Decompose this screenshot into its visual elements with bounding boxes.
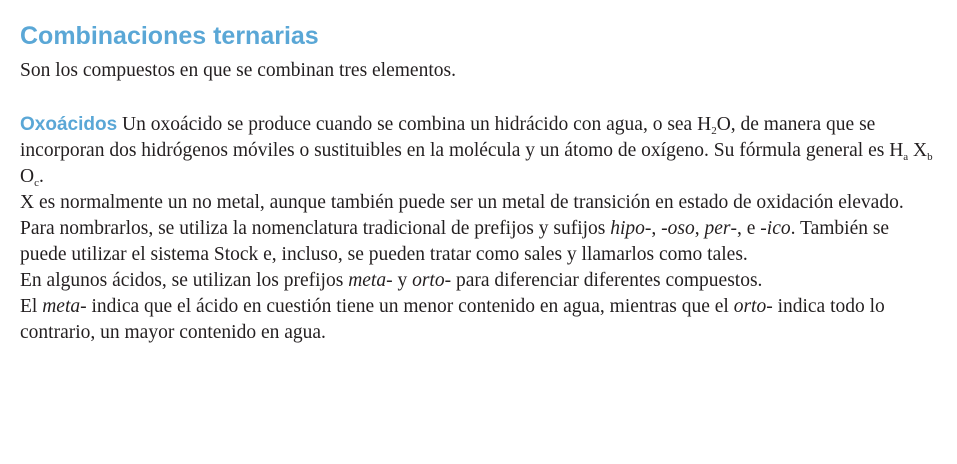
text-run: O, de manera que se incorporan dos hidrógenos móviles o sustituibles en la molécula y un átomo de oxígeno. Su fórmula general es H <box>20 114 904 161</box>
text-run: Para nombrarlos, se utiliza la nomenclatura tradicional de prefijos y sufijos <box>20 218 611 239</box>
oxoacidos-paragraph-definition <box>20 112 937 190</box>
prefix-meta: meta <box>348 270 387 291</box>
oxoacidos-paragraph-meta-orto <box>20 294 937 346</box>
oxoacidos-paragraph-prefixes <box>20 268 937 294</box>
text-run: -, e - <box>730 218 767 239</box>
subscript-2: 2 <box>711 125 717 137</box>
oxoacidos-section <box>20 112 937 346</box>
prefix-hipo: hipo <box>610 218 645 239</box>
prefix-orto: orto <box>733 296 767 317</box>
text-run: O <box>20 166 35 187</box>
prefix-per: per <box>704 218 731 239</box>
prefix-meta: meta <box>42 296 81 317</box>
subscript-b: b <box>927 151 933 163</box>
text-run: - y <box>386 270 413 291</box>
text-run: . <box>38 166 44 187</box>
oxoacidos-paragraph-x: X es normalmente un no metal, aunque también puede ser un metal de transición en estado de oxidación elevado. <box>20 192 904 213</box>
subscript-c: c <box>34 177 39 189</box>
text-run: . También se puede utilizar el sistema Stock e, incluso, se pueden tratar como sales y llamarlos como tales. <box>20 218 890 265</box>
suffix-ico: ico <box>766 218 791 239</box>
section-title: Combinaciones ternarias <box>20 22 319 50</box>
text-run: En algunos ácidos, se utilizan los prefijos <box>20 270 349 291</box>
text-run: , <box>694 218 705 239</box>
text-run: - indica que el ácido en cuestión tiene un menor contenido en agua, mientras que el <box>80 296 734 317</box>
text-run: X <box>908 140 928 161</box>
text-run: -, - <box>644 218 668 239</box>
text-run: - indica todo lo contrario, un mayor contenido en agua. <box>20 296 885 343</box>
text-run: Un oxoácido se produce cuando se combina un hidrácido con agua, o sea H <box>117 114 712 135</box>
oxoacidos-paragraph-nomenclature <box>20 216 937 268</box>
suffix-oso: oso <box>667 218 695 239</box>
prefix-orto: orto <box>412 270 445 291</box>
subscript-a: a <box>903 151 909 163</box>
section-intro: Son los compuestos en que se combinan tres elementos. <box>20 60 456 81</box>
oxoacidos-keyword: Oxoácidos <box>20 114 118 135</box>
text-run: - para diferenciar diferentes compuestos. <box>444 270 763 291</box>
text-run: El <box>20 296 43 317</box>
